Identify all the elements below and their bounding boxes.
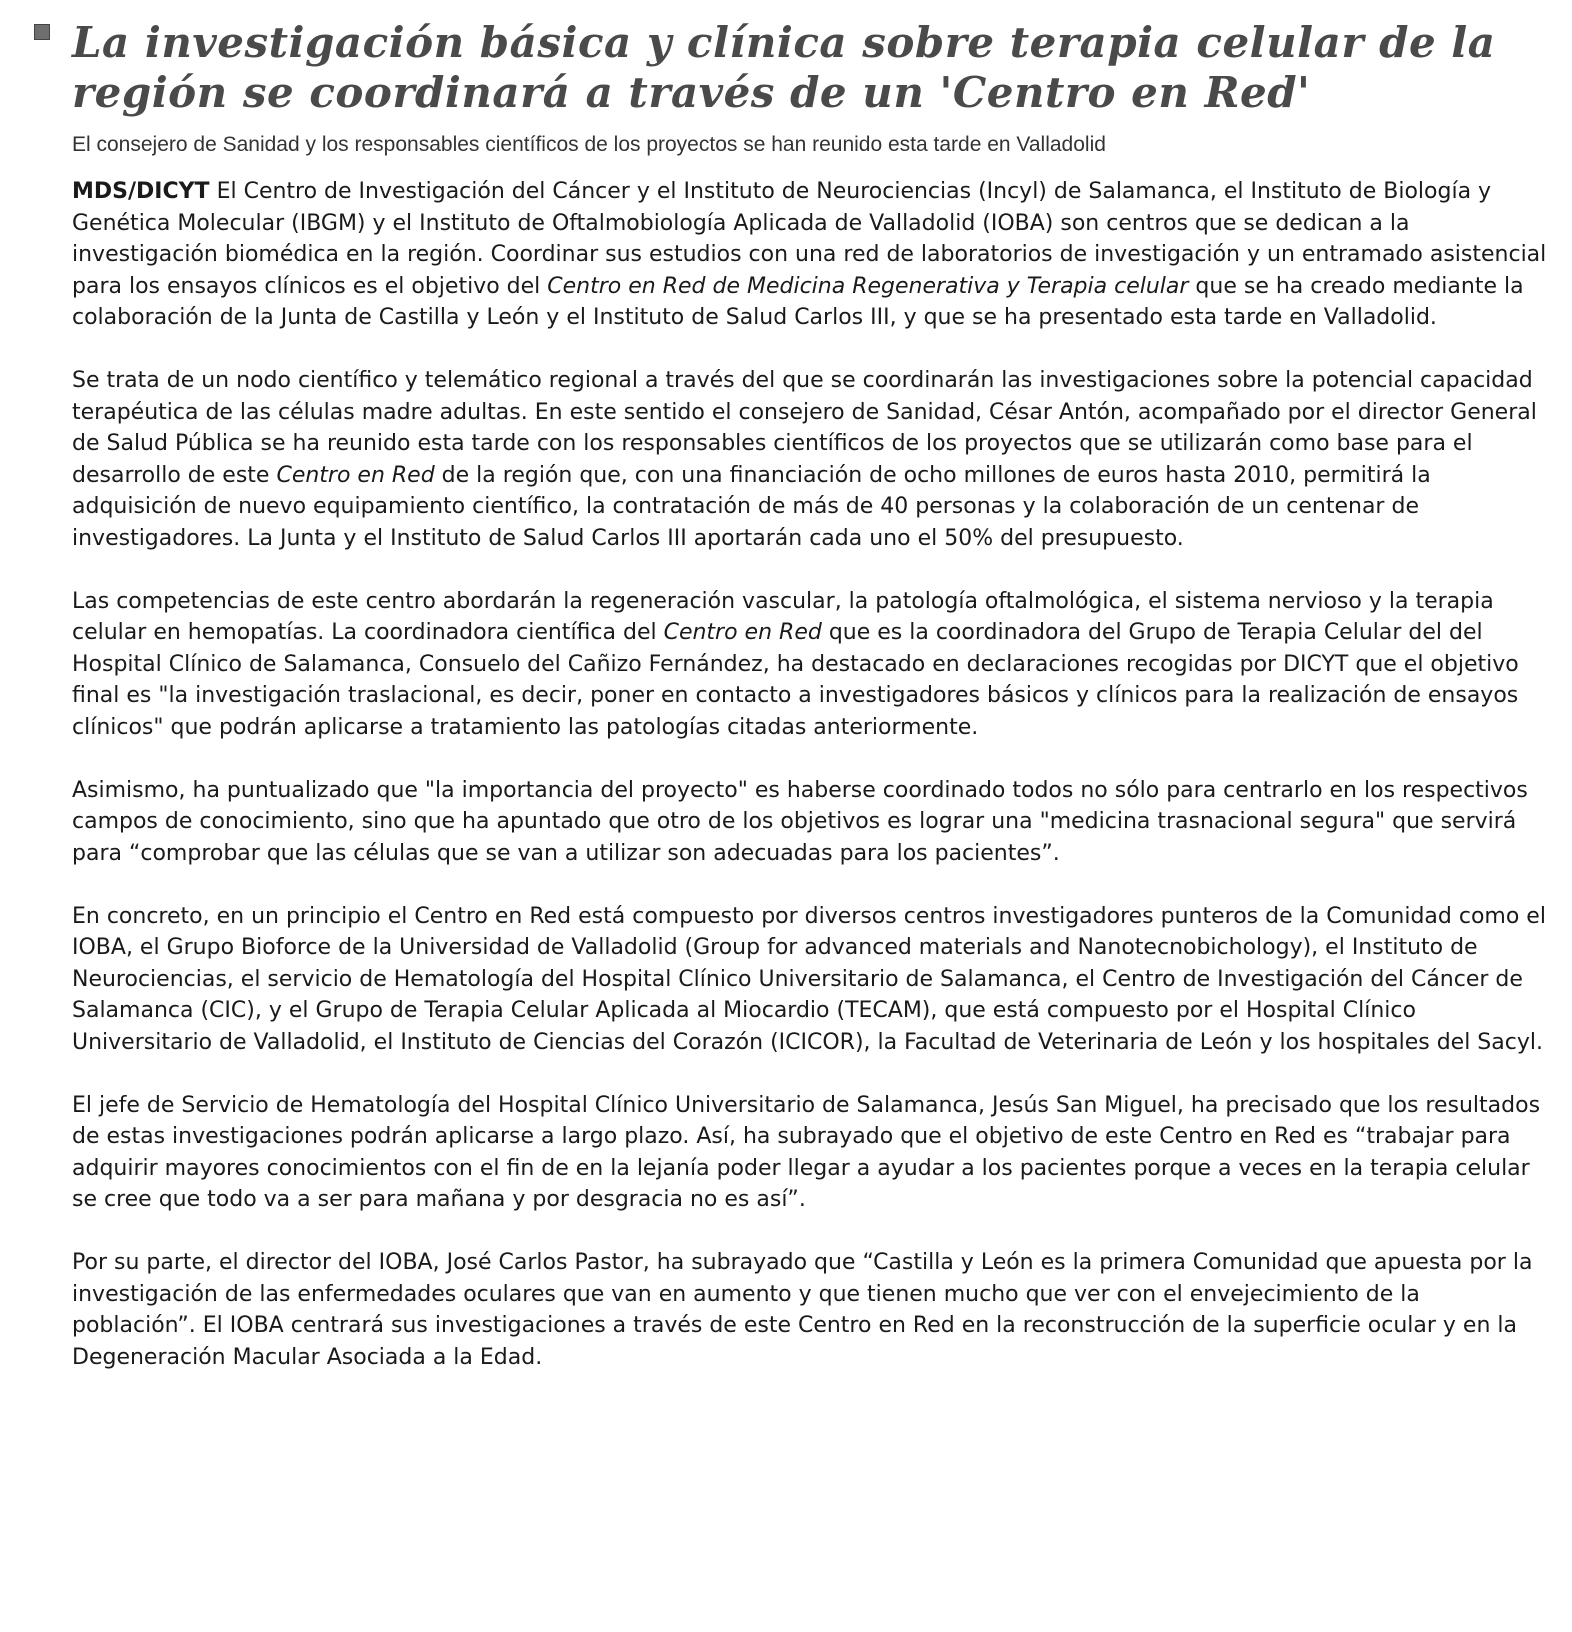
byline: MDS/DICYT xyxy=(72,179,210,204)
paragraph-2-text-a: Se trata de un nodo científico y telemático regional a través del que se coordinarán las investigaciones sobre la potencial capacidad terapéutica de las células madre adultas. En este sentido el consejero de Sanidad, César Antón, acompañado por el director General de Salud Pública se ha reunido esta tarde con los responsables científicos de los proyectos que se utilizarán como base para el desarrollo de este xyxy=(72,368,1537,488)
paragraph-2 xyxy=(72,365,1550,554)
paragraph-3 xyxy=(72,586,1550,744)
paragraph-2-emphasis: Centro en Red xyxy=(276,462,435,488)
paragraph-7: Por su parte, el director del IOBA, José Carlos Pastor, ha subrayado que “Castilla y León es la primera Comunidad que apuesta por la investigación de las enfermedades oculares que van en aumento y que tienen mucho que ver con el envejecimiento de la población”. El IOBA centrará sus investigaciones a través de este Centro en Red en la reconstrucción de la superficie ocular y en la Degeneración Macular Asociada a la Edad. xyxy=(72,1250,1533,1370)
paragraph-1-emphasis: Centro en Red de Medicina Regenerativa y Terapia celular xyxy=(547,273,1189,299)
bullet-square-icon xyxy=(34,24,50,40)
headline: La investigación básica y clínica sobre terapia celular de la región se coordinará a través de un 'Centro en Red' xyxy=(72,18,1496,117)
paragraph-2-text-b: de la región que, con una financiación de ocho millones de euros hasta 2010, permitirá la adquisición de nuevo equipamiento científico, la contratación de más de 40 personas y la colaboración de un centenar de investigadores. La Junta y el Instituto de Salud Carlos III aportarán cada uno el 50% del presupuesto. xyxy=(72,462,1431,551)
paragraph-1-text-a: El Centro de Investigación del Cáncer y el Instituto de Neurociencias (Incyl) de Salamanca, el Instituto de Biología y Genética Molecular (IBGM) y el Instituto de Oftalmobiología Aplicada de Valladolid (IOBA) son centros que se dedican a la investigación biomédica en la región. Coordinar sus estudios con una red de laboratorios de investigación y un entramado asistencial para los ensayos clínicos es el objetivo del xyxy=(72,179,1547,299)
paragraph-3-text-a: Las competencias de este centro abordarán la regeneración vascular, la patología oftalmológica, el sistema nervioso y la terapia celular en hemopatías. La coordinadora científica del xyxy=(72,588,1494,645)
paragraph-1-text-b: que se ha creado mediante la colaboración de la Junta de Castilla y León y el Instituto de Salud Carlos III, y que se ha presentado esta tarde en Valladolid. xyxy=(72,273,1524,330)
subtitle: El consejero de Sanidad y los responsables científicos de los proyectos se han reunido esta tarde en Valladolid xyxy=(72,133,1106,156)
paragraph-3-emphasis: Centro en Red xyxy=(663,620,822,645)
paragraph-6: El jefe de Servicio de Hematología del Hospital Clínico Universitario de Salamanca, Jesús San Miguel, ha precisado que los resultados de estas investigaciones podrán aplicarse a largo plazo. Así, ha subrayado que el objetivo de este Centro en Red es “trabajar para adquirir mayores conocimientos con el fin de en la lejanía poder llegar a ayudar a los pacientes porque a veces en la terapia celular se cree que todo va a ser para mañana y por desgracia no es así”. xyxy=(72,1092,1541,1212)
paragraph-5: En concreto, en un principio el Centro en Red está compuesto por diversos centros investigadores punteros de la Comunidad como el IOBA, el Grupo Bioforce de la Universidad de Valladolid (Group for advanced materials and Nanotecnobichology), el Instituto de Neurociencias, el servicio de Hematología del Hospital Clínico Universitario de Salamanca, el Centro de Investigación del Cáncer de Salamanca (CIC), y el Grupo de Terapia Celular Aplicada al Miocardio (TECAM), que está compuesto por el Hospital Clínico Universitario de Valladolid, el Instituto de Ciencias del Corazón (ICICOR), la Facultad de Veterinaria de León y los hospitales del Sacyl. xyxy=(72,903,1546,1055)
article-body xyxy=(72,176,1550,1405)
paragraph-3-text-b: que es la coordinadora del Grupo de Terapia Celular del del Hospital Clínico de Salamanca, Consuelo del Cañizo Fernández, ha destacado en declaraciones recogidas por DICYT que el objetivo final es "la investigación traslacional, es decir, poner en contacto a investigadores básicos y clínicos para la realización de ensayos clínicos" que podrán aplicarse a tratamiento las patologías citadas anteriormente. xyxy=(72,620,1519,740)
paragraph-1 xyxy=(72,176,1550,334)
paragraph-4: Asimismo, ha puntualizado que "la importancia del proyecto" es haberse coordinado todos no sólo para centrarlo en los respectivos campos de conocimiento, sino que ha apuntado que otro de los objetivos es lograr una "medicina trasnacional segura" que servirá para “comprobar que las células que se van a utilizar son adecuadas para los pacientes”. xyxy=(72,777,1528,866)
